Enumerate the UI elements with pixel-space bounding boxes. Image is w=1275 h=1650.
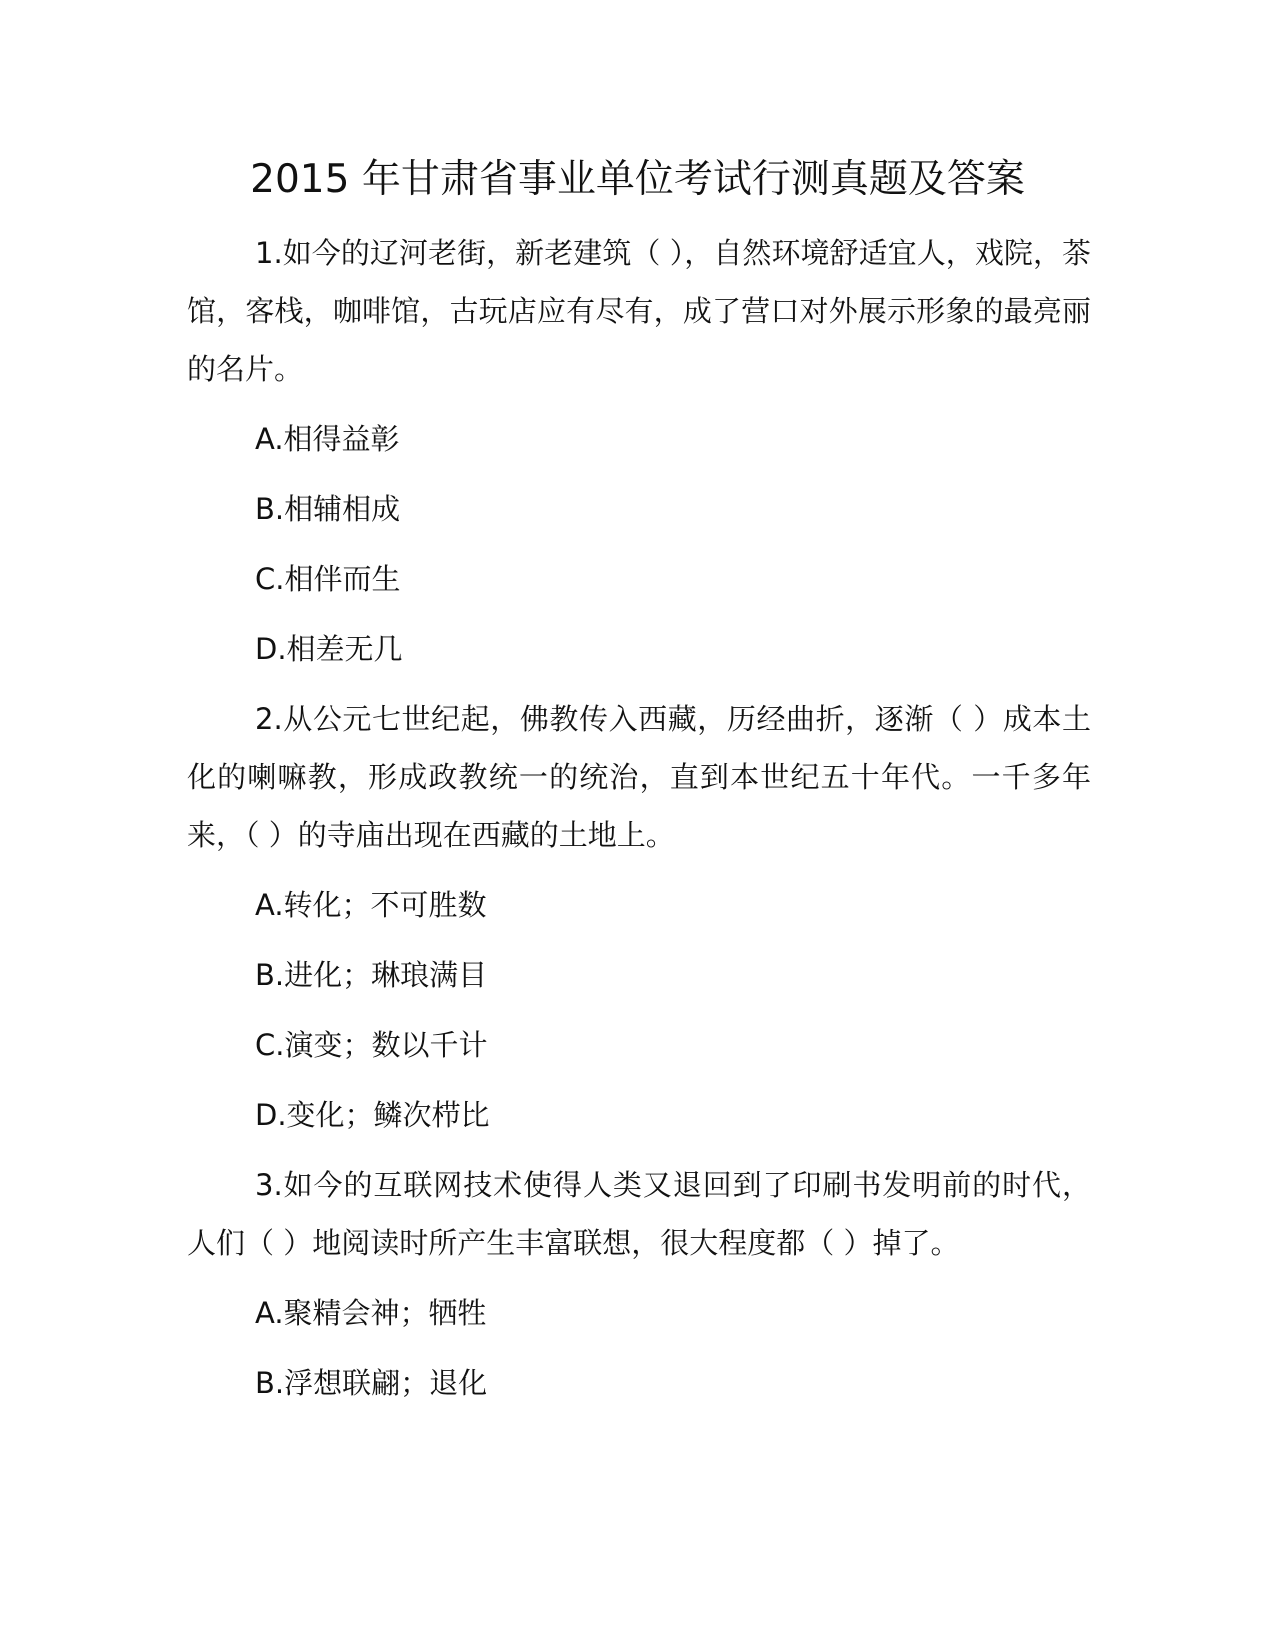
option-item: A.转化；不可胜数 <box>255 888 487 922</box>
question-block <box>187 224 1091 678</box>
document-title: 2015 年甘肃省事业单位考试行测真题及答案 <box>250 157 1025 202</box>
option-item: B.相辅相成 <box>255 492 401 526</box>
option-item: C.演变；数以千计 <box>255 1028 488 1062</box>
option-item: B.进化；琳琅满目 <box>255 958 488 992</box>
option-item: D.相差无几 <box>255 632 403 666</box>
question-block <box>187 1156 1091 1412</box>
option-item: C.相伴而生 <box>255 562 401 596</box>
question-stem: 1.如今的辽河老街，新老建筑（ ），自然环境舒适宜人，戏院，茶馆，客栈，咖啡馆，古玩店应有尽有，成了营口对外展示形象的最亮丽的名片。 <box>187 236 1091 386</box>
document-body <box>187 224 1091 1424</box>
question-stem: 3.如今的互联网技术使得人类又退回到了印刷书发明前的时代，人们（ ）地阅读时所产生丰富联想，很大程度都（ ）掉了。 <box>187 1168 1091 1260</box>
option-item: B.浮想联翩；退化 <box>255 1366 488 1400</box>
option-item: A.聚精会神；牺牲 <box>255 1296 487 1330</box>
question-stem: 2.从公元七世纪起，佛教传入西藏，历经曲折，逐渐（ ）成本土化的喇嘛教，形成政教统一的统治，直到本世纪五十年代。一千多年来，（ ）的寺庙出现在西藏的土地上。 <box>187 702 1091 852</box>
option-item: A.相得益彰 <box>255 422 400 456</box>
question-block <box>187 690 1091 1144</box>
option-item: D.变化；鳞次栉比 <box>255 1098 490 1132</box>
